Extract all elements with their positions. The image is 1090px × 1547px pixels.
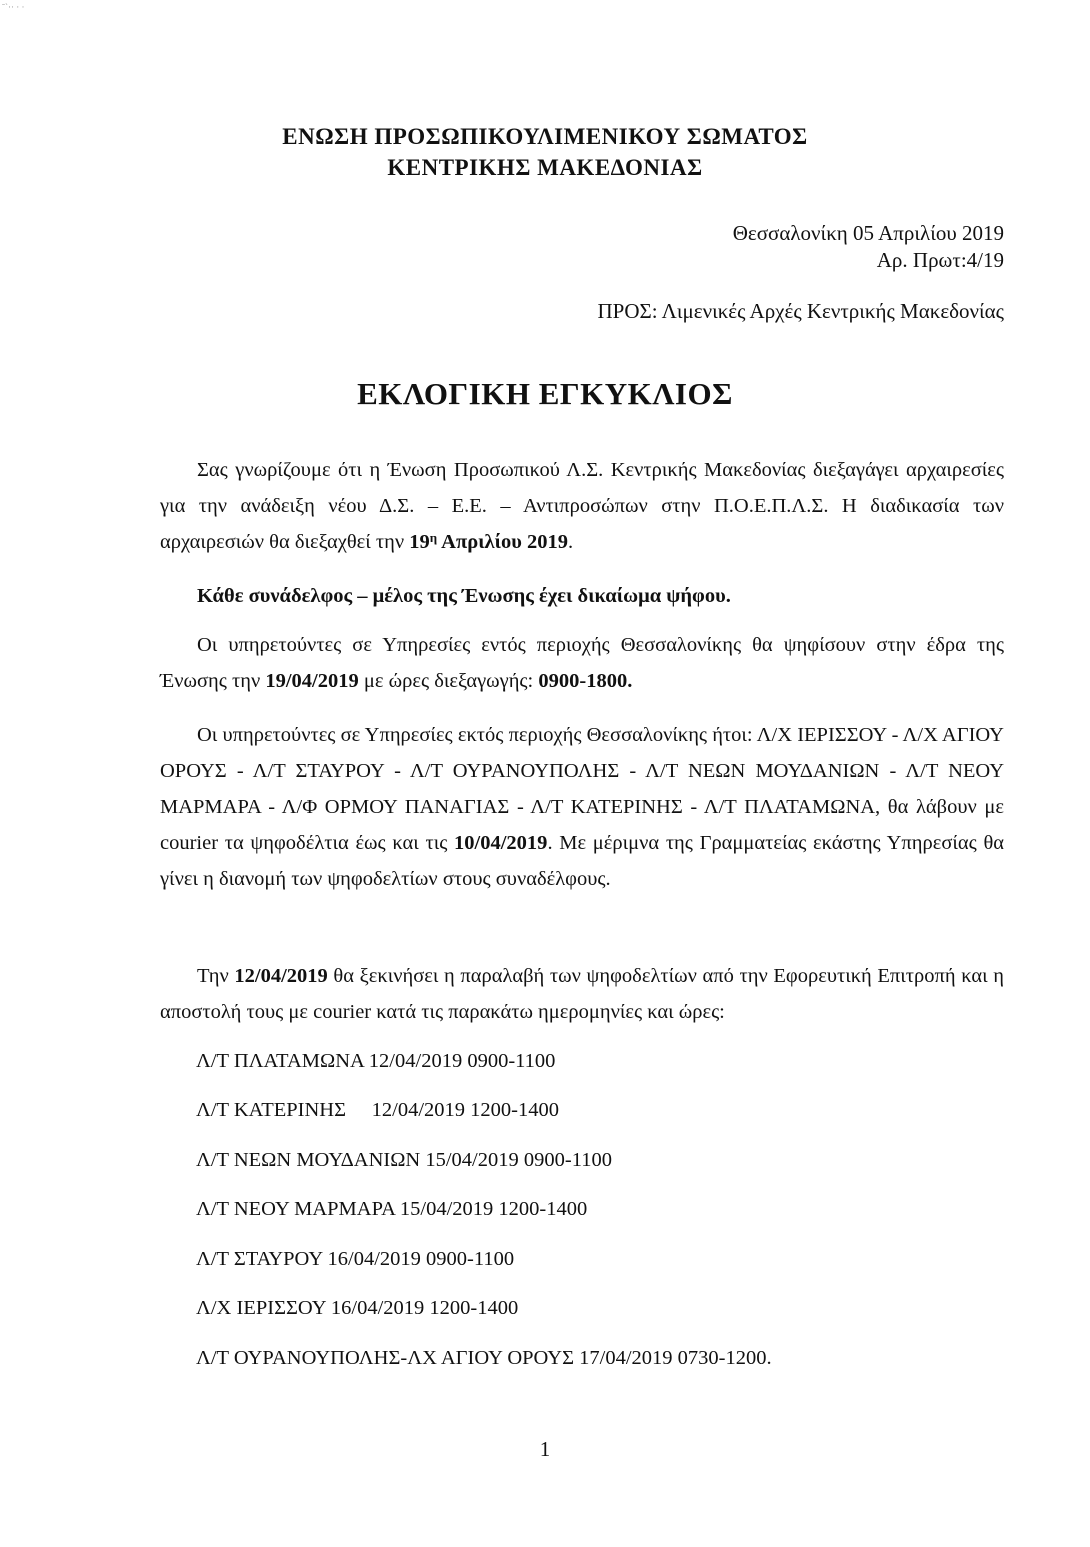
header-line-1: ΕΝΩΣΗ ΠΡΟΣΩΠΙΚΟΥΛΙΜΕΝΙΚΟΥ ΣΩΜΑΤΟΣ — [282, 124, 808, 149]
schedule-item: Λ/Χ ΙΕΡΙΣΣΟΥ 16/04/2019 1200-1400 — [196, 1297, 519, 1319]
schedule-item: Λ/Τ ΝΕΩΝ ΜΟΥΔΑΝΙΩΝ 15/04/2019 0900-1100 — [196, 1149, 612, 1171]
paragraph-3 — [160, 627, 1004, 699]
schedule-item: Λ/Τ ΠΛΑΤΑΜΩΝΑ 12/04/2019 0900-1100 — [196, 1050, 556, 1072]
p1-day: 19 — [409, 531, 430, 553]
paragraph-2 — [160, 578, 1004, 614]
p3-b: με ώρες διεξαγωγής: — [358, 670, 539, 692]
p3-a: Οι υπηρετούντες σε Υπηρεσίες εντός περιοχής Θεσσαλονίκης θα ψηφίσουν στην έδρα της Ένωσης την — [160, 634, 1004, 692]
recipient: ΠΡΟΣ: Λιμενικές Αρχές Κεντρικής Μακεδονίας — [597, 299, 1004, 323]
schedule-item: Λ/Τ ΣΤΑΥΡΟΥ 16/04/2019 0900-1100 — [196, 1248, 515, 1270]
paragraph-4 — [160, 717, 1004, 897]
document-title: ΕΚΛΟΓΙΚΗ ΕΓΚΥΚΛΙΟΣ — [357, 376, 733, 411]
p4-date: 10/04/2019 — [454, 832, 548, 854]
place-date: Θεσσαλονίκη 05 Απριλίου 2019 — [732, 221, 1004, 245]
p1-sup: η — [429, 530, 438, 545]
p3-hours: 0900-1800. — [538, 670, 633, 692]
paragraph-1 — [160, 452, 1004, 560]
schedule-item: Λ/Τ ΚΑΤΕΡΙΝΗΣ 12/04/2019 1200-1400 — [196, 1099, 559, 1121]
p3-date: 19/04/2019 — [265, 670, 359, 692]
p5-b: θα ξεκινήσει η παραλαβή των ψηφοδελτίων από την Εφορευτική Επιτροπή και η αποστολή τους με courier κατά τις παρακάτω ημερομηνίες και ώρες: — [160, 965, 1004, 1023]
p4-a: Οι υπηρετούντες σε Υπηρεσίες εκτός περιοχής Θεσσαλονίκης ήτοι: Λ/Χ ΙΕΡΙΣΣΟΥ - Λ/Χ ΑΓΙΟΥ ΟΡΟΥΣ - Λ/Τ ΣΤΑΥΡΟΥ - Λ/Τ ΟΥΡΑΝΟΥΠΟΛΗΣ - Λ/Τ ΝΕΩΝ ΜΟΥΔΑΝΙΩΝ - Λ/Τ ΝΕΟΥ ΜΑΡΜΑΡΑ - Λ/Φ ΟΡΜΟΥ ΠΑΝΑΓΙΑΣ - Λ/Τ ΚΑΤΕΡΙΝΗΣ - Λ/Τ ΠΛΑΤΑΜΩΝΑ, θα λάβουν με courier τα ψηφοδέλτια έως και τις — [160, 724, 1004, 854]
p4-b: . Με μέριμνα της Γραμματείας εκάστης Υπηρεσίας θα γίνει η διανομή των ψηφοδελτίων στους συναδέλφους. — [160, 832, 1005, 890]
protocol-number: Αρ. Πρωτ:4/19 — [876, 248, 1004, 272]
scan-artifact: ˉ`·· · · — [2, 2, 25, 12]
p1-text: Σας γνωρίζουμε ότι η Ένωση Προσωπικού Λ.Σ. Κεντρικής Μακεδονίας διεξαγάγει αρχαιρεσίες για την ανάδειξη νέου Δ.Σ. – Ε.Ε. – Αντιπροσώπων στην Π.Ο.Ε.Π.Λ.Σ. Η διαδικασία των αρχαιρεσιών θα διεξαχθεί την — [160, 459, 1004, 553]
schedule-item: Λ/Τ ΟΥΡΑΝΟΥΠΟΛΗΣ-ΛΧ ΑΓΙΟΥ ΟΡΟΥΣ 17/04/2019 0730-1200. — [196, 1347, 772, 1369]
paragraph-5 — [160, 958, 1004, 1030]
header-line-2: ΚΕΝΤΡΙΚΗΣ ΜΑΚΕΔΟΝΙΑΣ — [387, 155, 703, 180]
schedule-item: Λ/Τ ΝΕΟΥ ΜΑΡΜΑΡΑ 15/04/2019 1200-1400 — [196, 1198, 588, 1220]
page-number: 1 — [539, 1437, 551, 1461]
p5-a: Την — [197, 965, 235, 987]
p2-text: Κάθε συνάδελφος – μέλος της Ένωσης έχει δικαίωμα ψήφου. — [197, 585, 731, 607]
p5-date: 12/04/2019 — [234, 965, 328, 987]
p1-date-rest: Απριλίου 2019 — [437, 531, 568, 553]
p1-end: . — [567, 531, 574, 553]
